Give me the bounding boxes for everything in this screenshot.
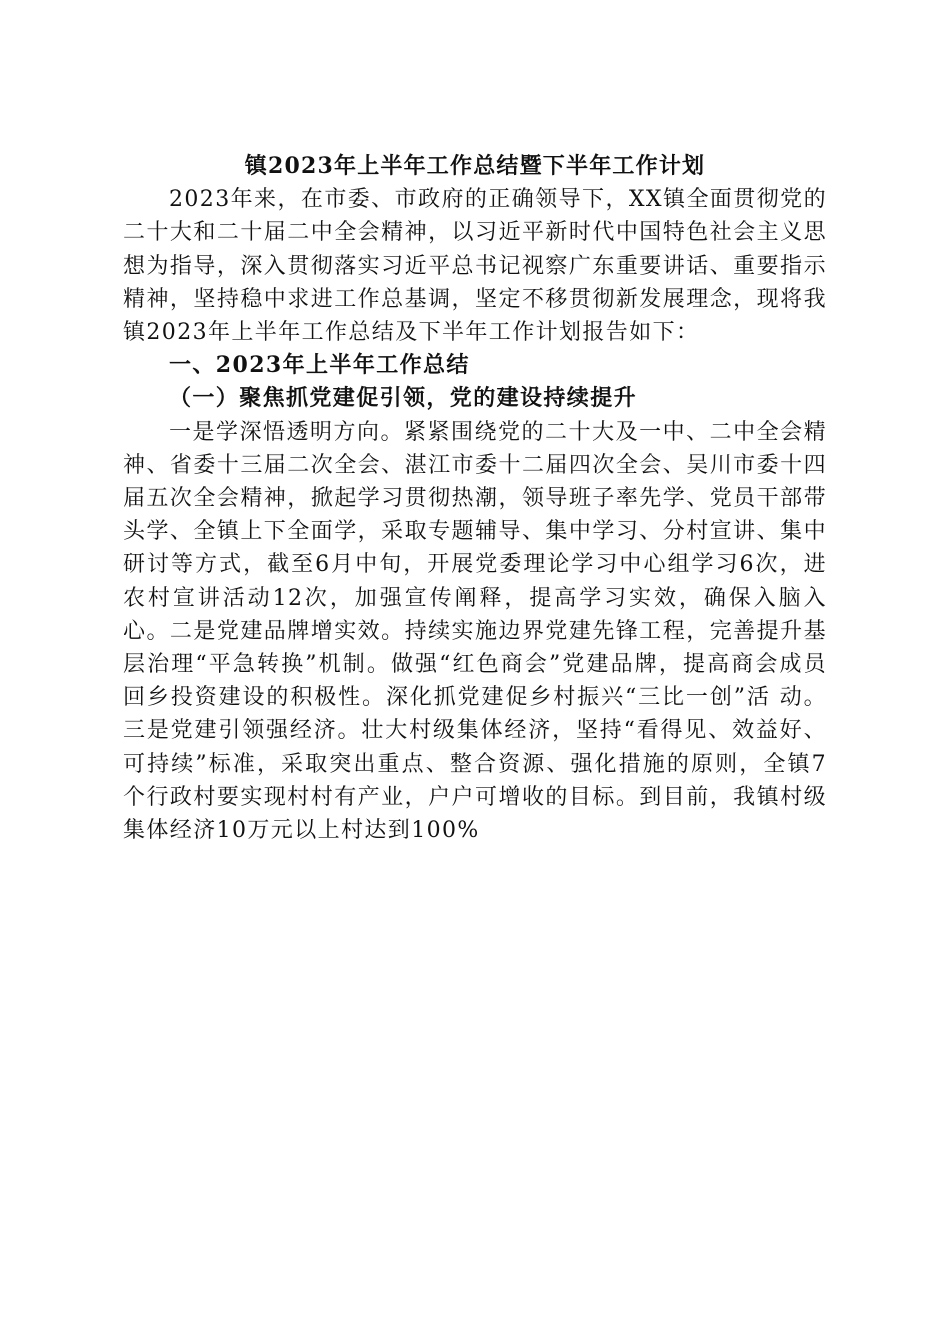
subsection-heading: （一）聚焦抓党建促引领，党的建设持续提升 <box>169 386 638 412</box>
body-paragraph: 一是学深悟透明方向。紧紧围绕党的二十大及一中、二中全会精神、省委十三届二次全会、湛江市委十二届四次全会、吴川市委十四届五次全会精神，掀起学习贯彻热潮，领导班子率先学、党员干部带头学、全镇上下全面学，采取专题辅导、集中学习、分村宣讲、集中研讨等方式，截至6月中旬，开展党委理论学习中心组学习6次，进农村宣讲活动12次，加强宣传阐释，提高学习实效，确保入脑入心。二是党建品牌增实效。持续实施边界党建先锋工程，完善提升基层治理“平急转换”机制。做强“红色商会”党建品牌，提高商会成员回乡投资建设的积极性。深化抓党建促乡村振兴“三比一创”活 动。三是党建引领强经济。壮大村级集体经济，坚持“看得见、效益好、可持续”标准，采取突出重点、整合资源、强化措施的原则，全镇7个行政村要实现村村有产业，户户可增收的目标。到目前，我镇村级集体经济10万元以上村达到100% <box>123 419 827 844</box>
intro-paragraph: 2023年来，在市委、市政府的正确领导下，XX镇全面贯彻党的二十大和二十届二中全会精神，以习近平新时代中国特色社会主义思想为指导，深入贯彻落实习近平总书记视察广东重要讲话、重要指示精神，坚持稳中求进工作总基调，坚定不移贯彻新发展理念，现将我镇2023年上半年工作总结及下半年工作计划报告如下： <box>123 187 827 346</box>
document-title: 镇2023年上半年工作总结暨下半年工作计划 <box>244 153 706 179</box>
document-content <box>123 150 827 847</box>
section-heading: 一、2023年上半年工作总结 <box>169 352 470 379</box>
